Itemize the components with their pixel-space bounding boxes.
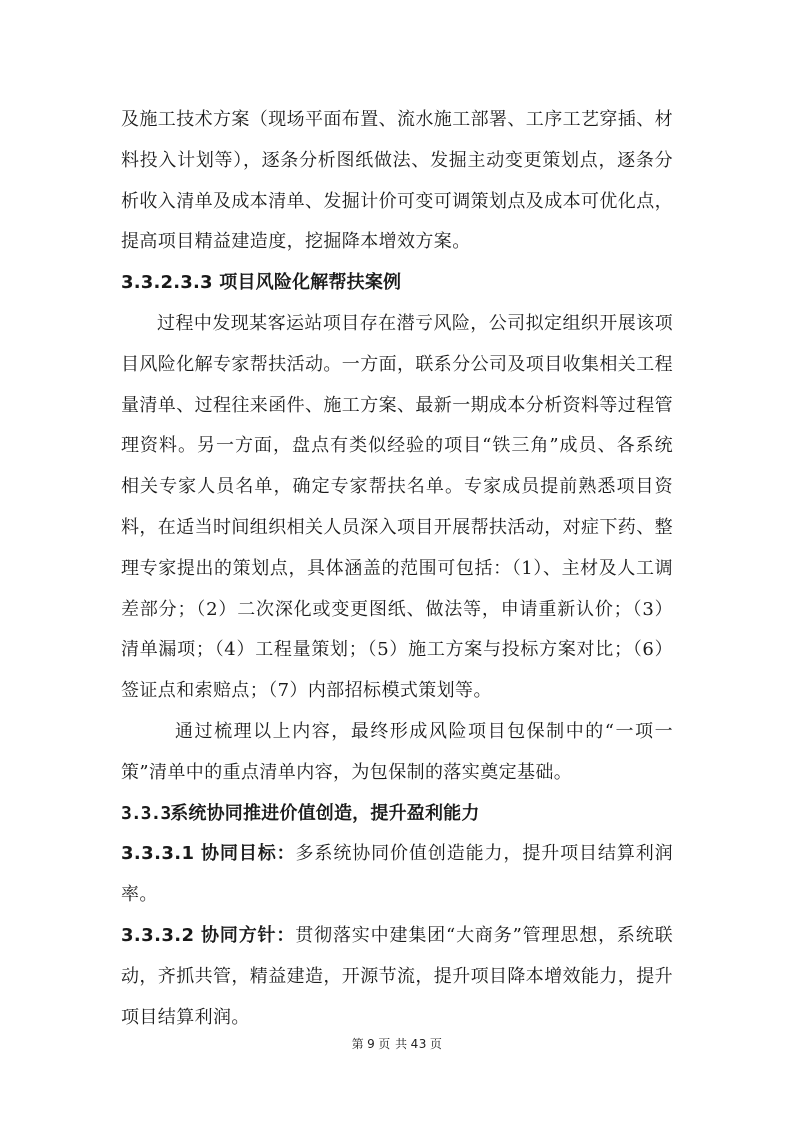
item-label: 协同方针： xyxy=(201,924,296,946)
heading-number: 3.3.2.3.3 xyxy=(121,272,213,294)
heading-system-collaboration xyxy=(121,794,673,835)
page-footer xyxy=(0,1036,794,1052)
item-label: 协同目标： xyxy=(201,843,296,865)
item-text: 贯彻落实中建集团“大商务”管理思想，系统联动，齐抓共管，精益建造，开源节流，提升项目降本增效能力，提升项目结算利润。 xyxy=(121,924,674,1028)
paragraph-technical-plan: 及施工技术方案（现场平面布置、流水施工部署、工序工艺穿插、材料投入计划等），逐条分析图纸做法、发掘主动变更策划点，逐条分析收入清单及成本清单、发掘计价可变可调策划点及成本可优化点，提高项目精益建造度，挖掘降本增效方案。 xyxy=(121,109,673,253)
heading-risk-case xyxy=(121,263,673,304)
document-body xyxy=(121,100,673,1038)
item-text: 多系统协同价值创造能力，提升项目结算利润率。 xyxy=(121,843,674,906)
footer-total-pages: 43 xyxy=(410,1037,427,1051)
paragraph-collaboration-goal xyxy=(121,834,673,916)
footer-page-number: 9 xyxy=(367,1037,376,1051)
heading-title: 系统协同推进价值创造，提升盈利能力 xyxy=(170,802,480,824)
heading-number: 3.3.3 xyxy=(121,802,171,824)
paragraph-summary: 通过梳理以上内容，最终形成风险项目包保制中的“一项一策”清单中的重点清单内容，为包保制的落实奠定基础。 xyxy=(121,720,673,783)
paragraph-collaboration-policy xyxy=(121,916,673,1038)
paragraph-risk-case: 过程中发现某客运站项目存在潜亏风险，公司拟定组织开展该项目风险化解专家帮扶活动。一方面，联系分公司及项目收集相关工程量清单、过程往来函件、施工方案、最新一期成本分析资料等过程管理资料。另一方面，盘点有类似经验的项目“铁三角”成员、各系统相关专家人员名单，确定专家帮扶名单。专家成员提前熟悉项目资料，在适当时间组织相关人员深入项目开展帮扶活动，对症下药、整理专家提出的策划点，具体涵盖的范围可包括：（1）、主材及人工调差部分；（2）二次深化或变更图纸、做法等，申请重新认价；（3）清单漏项；（4）工程量策划；（5）施工方案与投标方案对比；（6）签证点和索赔点；（7）内部招标模式策划等。 xyxy=(121,312,673,702)
footer-prefix: 第 xyxy=(351,1037,365,1051)
footer-mid: 页 共 xyxy=(378,1037,408,1051)
heading-title: 项目风险化解帮扶案例 xyxy=(219,272,402,294)
item-number: 3.3.3.1 xyxy=(121,843,195,865)
footer-suffix: 页 xyxy=(429,1037,443,1051)
item-number: 3.3.3.2 xyxy=(121,924,195,946)
